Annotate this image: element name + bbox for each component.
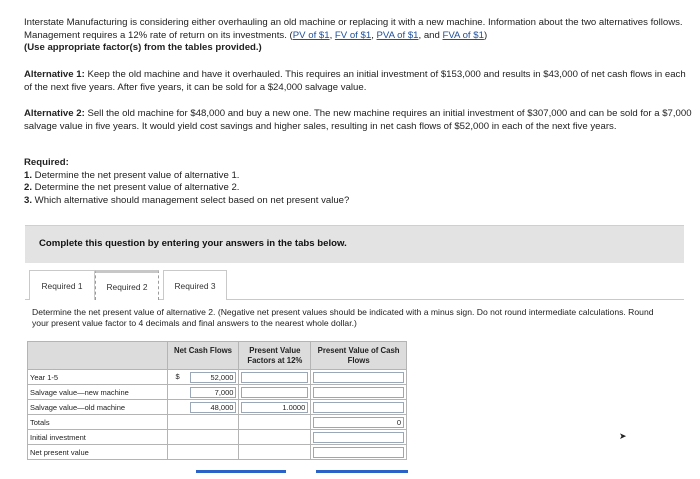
tab-required-2[interactable]: Required 2 (95, 270, 159, 300)
pv-cash-flow-input[interactable] (313, 402, 404, 413)
pv-factor-input[interactable] (241, 372, 308, 383)
tab-required-1[interactable]: Required 1 (29, 270, 95, 300)
table-row: Net present value (28, 445, 407, 460)
cash-flow-input[interactable]: 48,000 (190, 402, 237, 413)
panel-text: Complete this question by entering your answers in the tabs below. (39, 238, 347, 249)
table-row: Totals 0 (28, 415, 407, 430)
table-header-row (28, 342, 407, 370)
cash-flow-input[interactable]: 52,000 (190, 372, 237, 383)
net-present-value-input[interactable] (313, 447, 404, 458)
initial-investment-input[interactable] (313, 432, 404, 443)
tab-instruction: Determine the net present value of alternative 2. (Negative net present values should be indicated with a minus sign. Do not round intermediate calculations. Round your present value factor to 4 decimals and final answers to the nearest whole dollar.) (32, 307, 654, 328)
instructions-panel (25, 225, 684, 263)
header-net-cash-flows: Net Cash Flows (167, 342, 239, 370)
problem-intro: Interstate Manufacturing is considering either overhauling an old machine or replacing it with a new machine. Information about the two alternatives follows. Management requires a 12% rate of return on its investments. (PV of $1, FV of $1, PVA of $1, and FVA of $1) (Use appropriate factor(s) from the tables provided.) (24, 17, 683, 54)
pv-factor-input[interactable] (241, 387, 308, 398)
pv-factor-input[interactable]: 1.0000 (241, 402, 308, 413)
fv-of-1-link[interactable]: FV of $1 (334, 29, 372, 41)
required-item-2: 2. Determine the net present value of alternative 2. (24, 182, 240, 194)
header-pv-factors: Present Value Factors at 12% (239, 342, 311, 370)
currency-symbol: $ (175, 372, 180, 381)
table-row: Salvage value—new machine 7,000 (28, 385, 407, 400)
mouse-cursor-icon: ➤ (619, 431, 627, 441)
tab-required-3[interactable]: Required 3 (163, 270, 227, 300)
pv-of-1-link[interactable]: PV of $1 (292, 29, 330, 41)
cash-flow-input[interactable]: 7,000 (190, 387, 237, 398)
npv-table (27, 341, 407, 460)
alternative-2: Alternative 2: Sell the old machine for $48,000 and buy a new one. The new machine requires an initial investment of $307,000 and can be sold for a $7,000 salvage value in five years. It would yield cost savings and higher sales, resulting in net cash flows of $52,000 in each of the next five years. (24, 108, 692, 132)
table-row: Year 1-5 $ 52,000 (28, 370, 407, 385)
pv-cash-flow-input[interactable] (313, 372, 404, 383)
required-section (24, 157, 692, 207)
nav-bar-left (196, 470, 286, 473)
table-row: Salvage value—old machine 48,000 1.0000 (28, 400, 407, 415)
pva-of-1-link[interactable]: PVA of $1 (376, 29, 419, 41)
fva-of-1-link[interactable]: FVA of $1 (442, 29, 484, 41)
header-pv-cash-flows: Present Value of Cash Flows (311, 342, 407, 370)
required-heading: Required: (24, 157, 69, 168)
required-item-1: 1. Determine the net present value of alternative 1. (24, 169, 240, 181)
nav-bar-right (316, 470, 408, 473)
pv-cash-flow-input[interactable] (313, 387, 404, 398)
totals-input[interactable]: 0 (313, 417, 404, 428)
table-row: Initial investment (28, 430, 407, 445)
tab-bar (25, 266, 684, 300)
alternative-1: Alternative 1: Keep the old machine and have it overhauled. This requires an initial investment of $153,000 and results in $43,000 of net cash flows in each of the next five years. After five years, it can be sold for a $24,000 salvage value. (24, 69, 686, 93)
header-label (28, 342, 168, 370)
factor-note: (Use appropriate factor(s) from the tables provided.) (24, 42, 262, 54)
required-item-3: 3. Which alternative should management select based on net present value? (24, 194, 350, 206)
